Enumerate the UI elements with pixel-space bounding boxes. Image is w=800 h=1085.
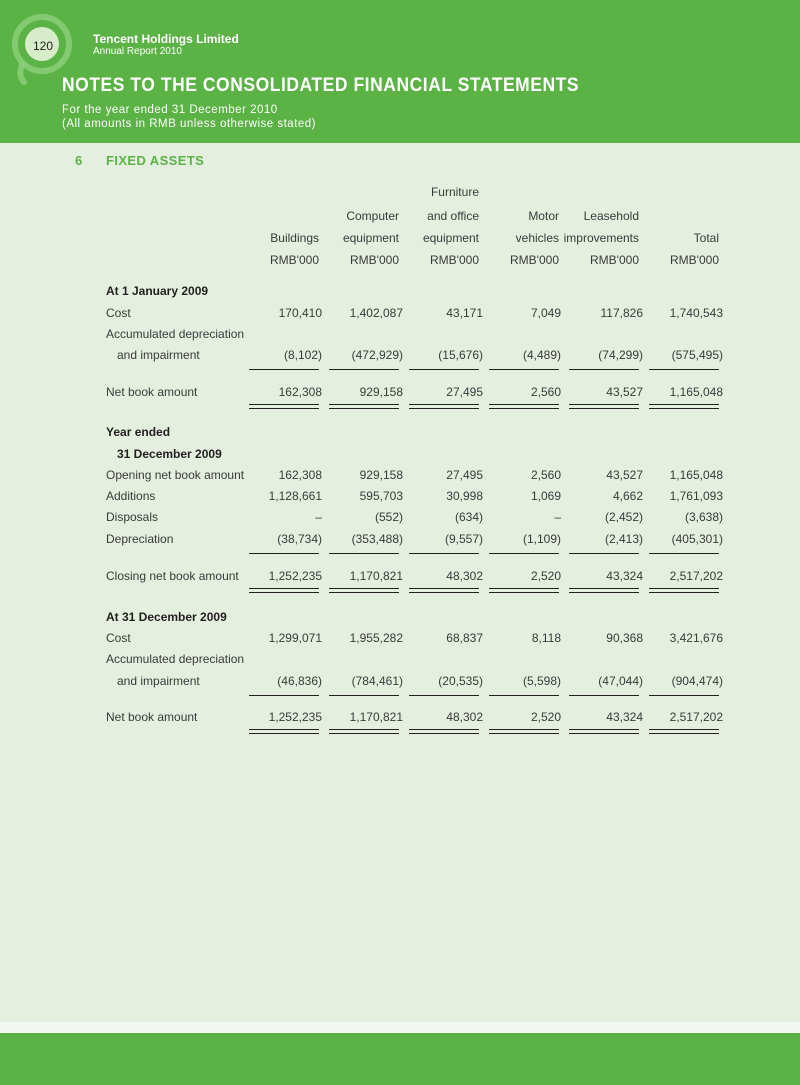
table-cell: 43,171: [446, 306, 483, 320]
rule-line: [249, 588, 319, 589]
rule-line: [409, 369, 479, 370]
column-header: RMB'000: [590, 253, 639, 267]
table-cell: 1,299,071: [268, 631, 322, 645]
row-label: and impairment: [117, 674, 200, 688]
subtitle-currency: (All amounts in RMB unless otherwise stated): [62, 118, 317, 130]
rule-line: [489, 733, 559, 734]
row-label: and impairment: [117, 348, 200, 362]
row-label: Year ended: [106, 425, 171, 439]
table-cell: 1,402,087: [349, 306, 403, 320]
rule-line: [409, 733, 479, 734]
table-cell: 595,703: [359, 489, 403, 503]
row-label: 31 December 2009: [117, 447, 222, 461]
table-cell: –: [554, 510, 561, 524]
rule-line: [329, 553, 399, 554]
row-label: Opening net book amount: [106, 468, 245, 482]
column-header: Buildings: [270, 231, 319, 245]
rule-line: [489, 592, 559, 593]
rule-line: [489, 369, 559, 370]
rule-line: [409, 588, 479, 589]
table-cell: 2,517,202: [669, 569, 723, 583]
rule-line: [569, 729, 639, 730]
rule-line: [649, 588, 719, 589]
table-cell: 2,520: [530, 569, 561, 583]
table-cell: (4,489): [522, 348, 561, 362]
row-label: Additions: [106, 489, 156, 503]
rule-line: [649, 729, 719, 730]
table-cell: 117,826: [600, 306, 643, 320]
row-label: At 31 December 2009: [106, 610, 227, 624]
rule-line: [649, 733, 719, 734]
table-cell: 8,118: [531, 631, 561, 645]
rule-line: [249, 729, 319, 730]
rule-line: [489, 408, 559, 409]
column-header: Furniture: [430, 185, 479, 199]
column-header: Leasehold: [583, 209, 639, 223]
row-label: Depreciation: [106, 532, 174, 546]
rule-line: [569, 695, 639, 696]
table-cell: 43,527: [606, 385, 643, 399]
table-cell: 30,998: [446, 489, 483, 503]
rule-line: [249, 733, 319, 734]
table-cell: 27,495: [446, 468, 483, 482]
page-number: 120: [32, 39, 54, 53]
column-header: improvements: [563, 231, 639, 245]
table-cell: 1,165,048: [669, 385, 723, 399]
rule-line: [329, 729, 399, 730]
table-cell: 48,302: [446, 569, 483, 583]
table-cell: 68,837: [446, 631, 483, 645]
table-cell: 170,410: [278, 306, 322, 320]
rule-line: [249, 408, 319, 409]
table-cell: 1,955,282: [349, 631, 403, 645]
table-cell: (575,495): [671, 348, 723, 362]
table-cell: (784,461): [351, 674, 403, 688]
column-header: vehicles: [515, 231, 559, 245]
table-cell: (5,598): [522, 674, 561, 688]
rule-line: [249, 553, 319, 554]
rule-line: [569, 369, 639, 370]
rule-line: [649, 369, 719, 370]
rule-line: [329, 404, 399, 405]
subtitle-period: For the year ended 31 December 2010: [62, 104, 278, 116]
table-cell: (3,638): [684, 510, 723, 524]
column-header: RMB'000: [270, 253, 319, 267]
column-header: and office: [427, 209, 479, 223]
table-cell: (904,474): [671, 674, 723, 688]
row-label: Net book amount: [106, 385, 198, 399]
table-cell: 43,324: [606, 569, 643, 583]
row-label: Cost: [106, 306, 131, 320]
table-cell: 929,158: [359, 468, 403, 482]
rule-line: [329, 369, 399, 370]
table-cell: 1,761,093: [669, 489, 723, 503]
table-cell: (38,734): [277, 532, 322, 546]
table-cell: 929,158: [359, 385, 403, 399]
table-cell: 2,560: [530, 468, 561, 482]
table-cell: (20,535): [438, 674, 483, 688]
rule-line: [569, 733, 639, 734]
table-cell: 162,308: [278, 385, 322, 399]
table-cell: (405,301): [671, 532, 723, 546]
rule-line: [489, 404, 559, 405]
rule-line: [329, 695, 399, 696]
table-cell: (353,488): [351, 532, 403, 546]
row-label: Net book amount: [106, 710, 198, 724]
rule-line: [569, 553, 639, 554]
rule-line: [489, 588, 559, 589]
row-label: Accumulated depreciation: [106, 652, 245, 666]
rule-line: [649, 592, 719, 593]
column-header: Computer: [346, 209, 399, 223]
table-cell: 2,520: [530, 710, 561, 724]
page-title: NOTES TO THE CONSOLIDATED FINANCIAL STATEMENTS: [62, 75, 580, 96]
column-header: RMB'000: [670, 253, 719, 267]
table-cell: 1,165,048: [669, 468, 723, 482]
table-cell: 162,308: [278, 468, 322, 482]
table-cell: 1,740,543: [669, 306, 723, 320]
rule-line: [489, 553, 559, 554]
table-cell: (9,557): [444, 532, 483, 546]
table-cell: 1,252,235: [268, 569, 322, 583]
table-cell: 1,069: [530, 489, 561, 503]
rule-line: [409, 408, 479, 409]
table-cell: (74,299): [598, 348, 643, 362]
table-cell: (634): [454, 510, 483, 524]
table-cell: 1,170,821: [349, 569, 403, 583]
rule-line: [409, 695, 479, 696]
rule-line: [569, 592, 639, 593]
rule-line: [329, 588, 399, 589]
row-label: Accumulated depreciation: [106, 327, 245, 341]
column-header: RMB'000: [510, 253, 559, 267]
row-label: Cost: [106, 631, 131, 645]
table-cell: (46,836): [277, 674, 322, 688]
rule-line: [569, 408, 639, 409]
company-name: Tencent Holdings Limited: [93, 32, 239, 46]
table-cell: 43,324: [606, 710, 643, 724]
table-cell: 90,368: [606, 631, 643, 645]
rule-line: [249, 695, 319, 696]
column-header: equipment: [342, 231, 399, 245]
rule-line: [409, 592, 479, 593]
column-header: equipment: [422, 231, 479, 245]
column-header: RMB'000: [350, 253, 399, 267]
page-header: [0, 0, 800, 143]
page-subtitle: [62, 103, 316, 131]
column-header: RMB'000: [430, 253, 479, 267]
table-cell: (2,413): [604, 532, 643, 546]
table-cell: 2,517,202: [669, 710, 723, 724]
rule-line: [409, 553, 479, 554]
table-cell: 1,170,821: [349, 710, 403, 724]
table-cell: (47,044): [598, 674, 643, 688]
table-cell: –: [315, 510, 322, 524]
table-cell: 1,128,661: [268, 489, 322, 503]
row-label: Disposals: [106, 510, 159, 524]
rule-line: [249, 404, 319, 405]
column-header: Total: [693, 231, 719, 245]
rule-line: [409, 729, 479, 730]
rule-line: [649, 553, 719, 554]
table-cell: 2,560: [530, 385, 561, 399]
table-cell: 27,495: [446, 385, 483, 399]
table-cell: 3,421,676: [669, 631, 723, 645]
rule-line: [329, 592, 399, 593]
rule-line: [329, 733, 399, 734]
section-title: FIXED ASSETS: [106, 153, 205, 168]
table-cell: 1,252,235: [268, 710, 322, 724]
footer-divider: [0, 1022, 800, 1033]
section-number: 6: [75, 153, 83, 168]
table-cell: (472,929): [351, 348, 403, 362]
row-label: Closing net book amount: [106, 569, 239, 583]
table-cell: 4,662: [612, 489, 643, 503]
table-cell: 48,302: [446, 710, 483, 724]
page-footer: [0, 1033, 800, 1085]
table-cell: 43,527: [606, 468, 643, 482]
table-cell: (2,452): [604, 510, 643, 524]
rule-line: [569, 404, 639, 405]
rule-line: [409, 404, 479, 405]
table-cell: (1,109): [522, 532, 561, 546]
rule-line: [249, 369, 319, 370]
rule-line: [649, 404, 719, 405]
table-cell: 7,049: [530, 306, 561, 320]
report-name: Annual Report 2010: [93, 46, 182, 57]
rule-line: [649, 695, 719, 696]
rule-line: [329, 408, 399, 409]
row-label: At 1 January 2009: [106, 284, 209, 298]
table-cell: (15,676): [438, 348, 483, 362]
rule-line: [569, 588, 639, 589]
column-header: Motor: [528, 209, 559, 223]
rule-line: [489, 695, 559, 696]
table-cell: (552): [374, 510, 403, 524]
rule-line: [249, 592, 319, 593]
rule-line: [649, 408, 719, 409]
rule-line: [489, 729, 559, 730]
table-cell: (8,102): [283, 348, 322, 362]
